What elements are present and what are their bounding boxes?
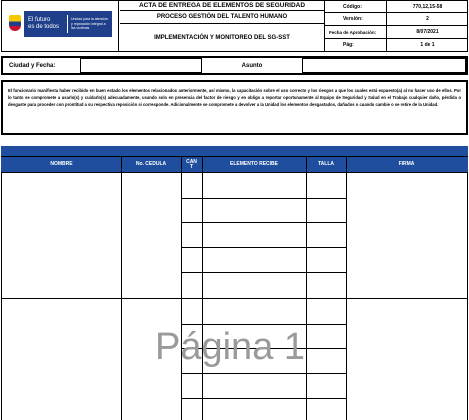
meta-table: [324, 1, 467, 51]
col-talla: TALLA: [317, 161, 334, 167]
row-line: [181, 272, 346, 273]
col-elemento: ELEMENTO RECIBE: [230, 161, 278, 167]
doc-title: ACTA DE ENTREGA DE ELEMENTOS DE SEGURIDAD: [120, 1, 324, 11]
col-cant: CANT: [186, 158, 197, 170]
colombia-shield-icon: [9, 15, 21, 31]
version-value: 2: [387, 13, 468, 26]
unit-text: Unidad para la atención y reparación integral a las víctimas: [71, 17, 108, 31]
logo-area: [2, 1, 119, 51]
brand-line2: es de todos: [28, 24, 60, 30]
asunto-field[interactable]: [302, 58, 466, 73]
ciudad-field[interactable]: [80, 58, 202, 73]
pag-label: Pág:: [325, 39, 387, 51]
row-line: [181, 398, 346, 399]
page-watermark: Página 1: [155, 326, 306, 368]
declaration-text: El funcionario manifiesta haber recibido en buen estado los elementos relacionados anteriormente, así mismo, la capacitación sobre el uso correcto y los riesgos a que los cuales está expuesto(a) al no hacer uso de ellos. Por lo tanto se compromete a usarlo(s) y cuidarlo(s) adecuadamente, usando solo en presencia del factor de riesgo y en obligo a reportar oportunamente al Equipo de Seguridad y Salud en el Trabajo cualquier daño, pérdida o desgaste para proceder con prontitud a su respectiva reposición si corresponde. Adicionalmente se compromete a devolver a la Unidad los elementos desgastados, dañados o cuando cambie o se retire de la Unidad.: [8, 88, 461, 107]
fecha-value: 8/07/2021: [387, 26, 468, 39]
fecha-label: Fecha de Aprobación:: [325, 26, 387, 39]
grid-v-3: [202, 156, 203, 420]
group-separator: [1, 298, 468, 299]
codigo-label: Código:: [325, 1, 387, 13]
row-line: [181, 222, 346, 223]
col-firma: FIRMA: [398, 161, 415, 167]
grid-v-5: [346, 156, 347, 420]
pag-value: 1 de 1: [420, 42, 435, 48]
subprocess-title: IMPLEMENTACIÓN Y MONITOREO DEL SG-SST: [154, 34, 290, 41]
col-nombre: NOMBRE: [50, 161, 73, 167]
version-label: Versión:: [325, 13, 387, 26]
grid-v-4: [306, 156, 307, 420]
ciudad-label: Ciudad y Fecha:: [9, 62, 56, 69]
row-line: [181, 198, 346, 199]
table-header-band: [1, 146, 468, 156]
row-line: [181, 373, 346, 374]
brand-box: [24, 11, 112, 37]
asunto-label: Asunto: [241, 62, 263, 69]
grid-v-2: [181, 156, 182, 420]
codigo-value: 770,12,15-58: [387, 1, 468, 13]
grid-v-1: [121, 156, 122, 420]
brand-line1: El futuro: [28, 17, 51, 23]
row-line: [181, 247, 346, 248]
col-cedula: No. CEDULA: [135, 161, 167, 167]
declaration-box: [1, 80, 468, 135]
row-line: [181, 324, 346, 325]
items-table: [1, 146, 468, 420]
process-title: PROCESO GESTIÓN DEL TALENTO HUMANO: [120, 11, 324, 24]
